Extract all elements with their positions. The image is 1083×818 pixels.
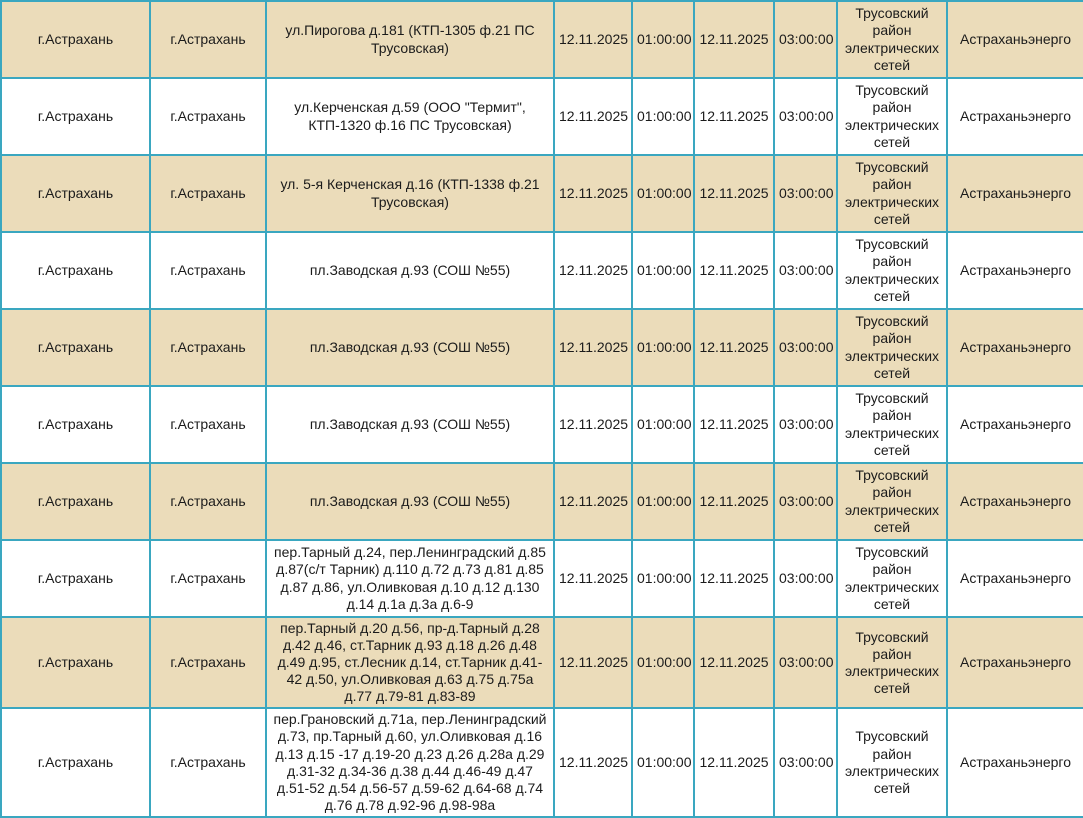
cell-locality: г.Астрахань <box>150 617 266 708</box>
cell-start-time: 01:00:00 <box>632 78 694 155</box>
cell-end-time: 03:00:00 <box>774 708 837 816</box>
cell-settlement: г.Астрахань <box>1 309 150 386</box>
cell-network-district: Трусовский район электрических сетей <box>837 463 947 540</box>
cell-start-time: 01:00:00 <box>632 463 694 540</box>
cell-end-date: 12.11.2025 <box>694 309 774 386</box>
cell-address: пл.Заводская д.93 (СОШ №55) <box>266 463 554 540</box>
cell-end-date: 12.11.2025 <box>694 463 774 540</box>
cell-end-time: 03:00:00 <box>774 463 837 540</box>
cell-end-date: 12.11.2025 <box>694 1 774 78</box>
cell-start-date: 12.11.2025 <box>554 78 632 155</box>
cell-company: Астраханьэнерго <box>947 232 1083 309</box>
cell-start-time: 01:00:00 <box>632 232 694 309</box>
cell-settlement: г.Астрахань <box>1 463 150 540</box>
cell-company: Астраханьэнерго <box>947 155 1083 232</box>
table-row <box>1 708 1083 816</box>
cell-company: Астраханьэнерго <box>947 463 1083 540</box>
cell-start-date: 12.11.2025 <box>554 386 632 463</box>
table-row <box>1 78 1083 155</box>
cell-start-time: 01:00:00 <box>632 155 694 232</box>
cell-start-time: 01:00:00 <box>632 386 694 463</box>
cell-network-district: Трусовский район электрических сетей <box>837 708 947 816</box>
cell-address: пер.Грановский д.71а, пер.Ленинградский д.73, пр.Тарный д.60, ул.Оливковая д.16 д.13 д.15 -17 д.19-20 д.23 д.26 д.28а д.29 д.31-32 д.34-36 д.38 д.44 д.46-49 д.47 д.51-52 д.54 д.56-57 д.59-62 д.64-68 д.74 д.76 д.78 д.92-96 д.98-98а <box>266 708 554 816</box>
table-row <box>1 386 1083 463</box>
cell-end-time: 03:00:00 <box>774 155 837 232</box>
cell-network-district: Трусовский район электрических сетей <box>837 78 947 155</box>
cell-end-date: 12.11.2025 <box>694 155 774 232</box>
cell-network-district: Трусовский район электрических сетей <box>837 540 947 617</box>
cell-company: Астраханьэнерго <box>947 78 1083 155</box>
cell-start-date: 12.11.2025 <box>554 1 632 78</box>
cell-locality: г.Астрахань <box>150 463 266 540</box>
table-body <box>1 1 1083 817</box>
cell-locality: г.Астрахань <box>150 78 266 155</box>
cell-start-time: 01:00:00 <box>632 617 694 708</box>
table-row <box>1 309 1083 386</box>
table-row <box>1 232 1083 309</box>
cell-start-date: 12.11.2025 <box>554 463 632 540</box>
cell-end-time: 03:00:00 <box>774 78 837 155</box>
cell-end-date: 12.11.2025 <box>694 78 774 155</box>
cell-settlement: г.Астрахань <box>1 540 150 617</box>
cell-address: пер.Тарный д.20 д.56, пр-д.Тарный д.28 д.42 д.46, ст.Тарник д.93 д.18 д.26 д.48 д.49 д.95, ст.Лесник д.14, ст.Тарник д.41-42 д.50, ул.Оливковая д.63 д.75 д.75а д.77 д.79-81 д.83-89 <box>266 617 554 708</box>
cell-end-date: 12.11.2025 <box>694 617 774 708</box>
cell-end-time: 03:00:00 <box>774 617 837 708</box>
cell-company: Астраханьэнерго <box>947 1 1083 78</box>
cell-settlement: г.Астрахань <box>1 232 150 309</box>
cell-end-date: 12.11.2025 <box>694 708 774 816</box>
cell-company: Астраханьэнерго <box>947 540 1083 617</box>
cell-end-date: 12.11.2025 <box>694 232 774 309</box>
cell-network-district: Трусовский район электрических сетей <box>837 1 947 78</box>
cell-locality: г.Астрахань <box>150 232 266 309</box>
cell-start-time: 01:00:00 <box>632 1 694 78</box>
table-row <box>1 155 1083 232</box>
cell-start-time: 01:00:00 <box>632 708 694 816</box>
cell-start-date: 12.11.2025 <box>554 232 632 309</box>
cell-network-district: Трусовский район электрических сетей <box>837 155 947 232</box>
table-row <box>1 1 1083 78</box>
cell-locality: г.Астрахань <box>150 540 266 617</box>
cell-locality: г.Астрахань <box>150 708 266 816</box>
cell-start-date: 12.11.2025 <box>554 708 632 816</box>
cell-settlement: г.Астрахань <box>1 1 150 78</box>
cell-company: Астраханьэнерго <box>947 617 1083 708</box>
cell-end-time: 03:00:00 <box>774 386 837 463</box>
cell-start-date: 12.11.2025 <box>554 309 632 386</box>
cell-end-time: 03:00:00 <box>774 540 837 617</box>
table-row <box>1 540 1083 617</box>
cell-start-date: 12.11.2025 <box>554 155 632 232</box>
cell-settlement: г.Астрахань <box>1 617 150 708</box>
cell-address: пл.Заводская д.93 (СОШ №55) <box>266 309 554 386</box>
cell-end-date: 12.11.2025 <box>694 386 774 463</box>
cell-address: пл.Заводская д.93 (СОШ №55) <box>266 232 554 309</box>
cell-end-time: 03:00:00 <box>774 232 837 309</box>
cell-address: пл.Заводская д.93 (СОШ №55) <box>266 386 554 463</box>
cell-start-time: 01:00:00 <box>632 309 694 386</box>
cell-address: ул.Керченская д.59 (ООО "Термит", КТП-1320 ф.16 ПС Трусовская) <box>266 78 554 155</box>
cell-network-district: Трусовский район электрических сетей <box>837 309 947 386</box>
cell-company: Астраханьэнерго <box>947 386 1083 463</box>
cell-start-time: 01:00:00 <box>632 540 694 617</box>
cell-settlement: г.Астрахань <box>1 78 150 155</box>
cell-network-district: Трусовский район электрических сетей <box>837 232 947 309</box>
cell-start-date: 12.11.2025 <box>554 617 632 708</box>
cell-address: ул.Пирогова д.181 (КТП-1305 ф.21 ПС Трусовская) <box>266 1 554 78</box>
cell-settlement: г.Астрахань <box>1 386 150 463</box>
cell-start-date: 12.11.2025 <box>554 540 632 617</box>
cell-settlement: г.Астрахань <box>1 155 150 232</box>
cell-network-district: Трусовский район электрических сетей <box>837 617 947 708</box>
cell-company: Астраханьэнерго <box>947 708 1083 816</box>
table-row <box>1 463 1083 540</box>
cell-end-time: 03:00:00 <box>774 309 837 386</box>
cell-company: Астраханьэнерго <box>947 309 1083 386</box>
cell-end-time: 03:00:00 <box>774 1 837 78</box>
cell-locality: г.Астрахань <box>150 386 266 463</box>
cell-network-district: Трусовский район электрических сетей <box>837 386 947 463</box>
cell-end-date: 12.11.2025 <box>694 540 774 617</box>
cell-locality: г.Астрахань <box>150 1 266 78</box>
table-row <box>1 617 1083 708</box>
cell-address: ул. 5-я Керченская д.16 (КТП-1338 ф.21 Трусовская) <box>266 155 554 232</box>
cell-locality: г.Астрахань <box>150 155 266 232</box>
cell-settlement: г.Астрахань <box>1 708 150 816</box>
cell-address: пер.Тарный д.24, пер.Ленинградский д.85 д.87(с/т Тарник) д.110 д.72 д.73 д.81 д.85 д.87 д.86, ул.Оливковая д.10 д.12 д.130 д.14 д.1а д.3а д.6-9 <box>266 540 554 617</box>
cell-locality: г.Астрахань <box>150 309 266 386</box>
